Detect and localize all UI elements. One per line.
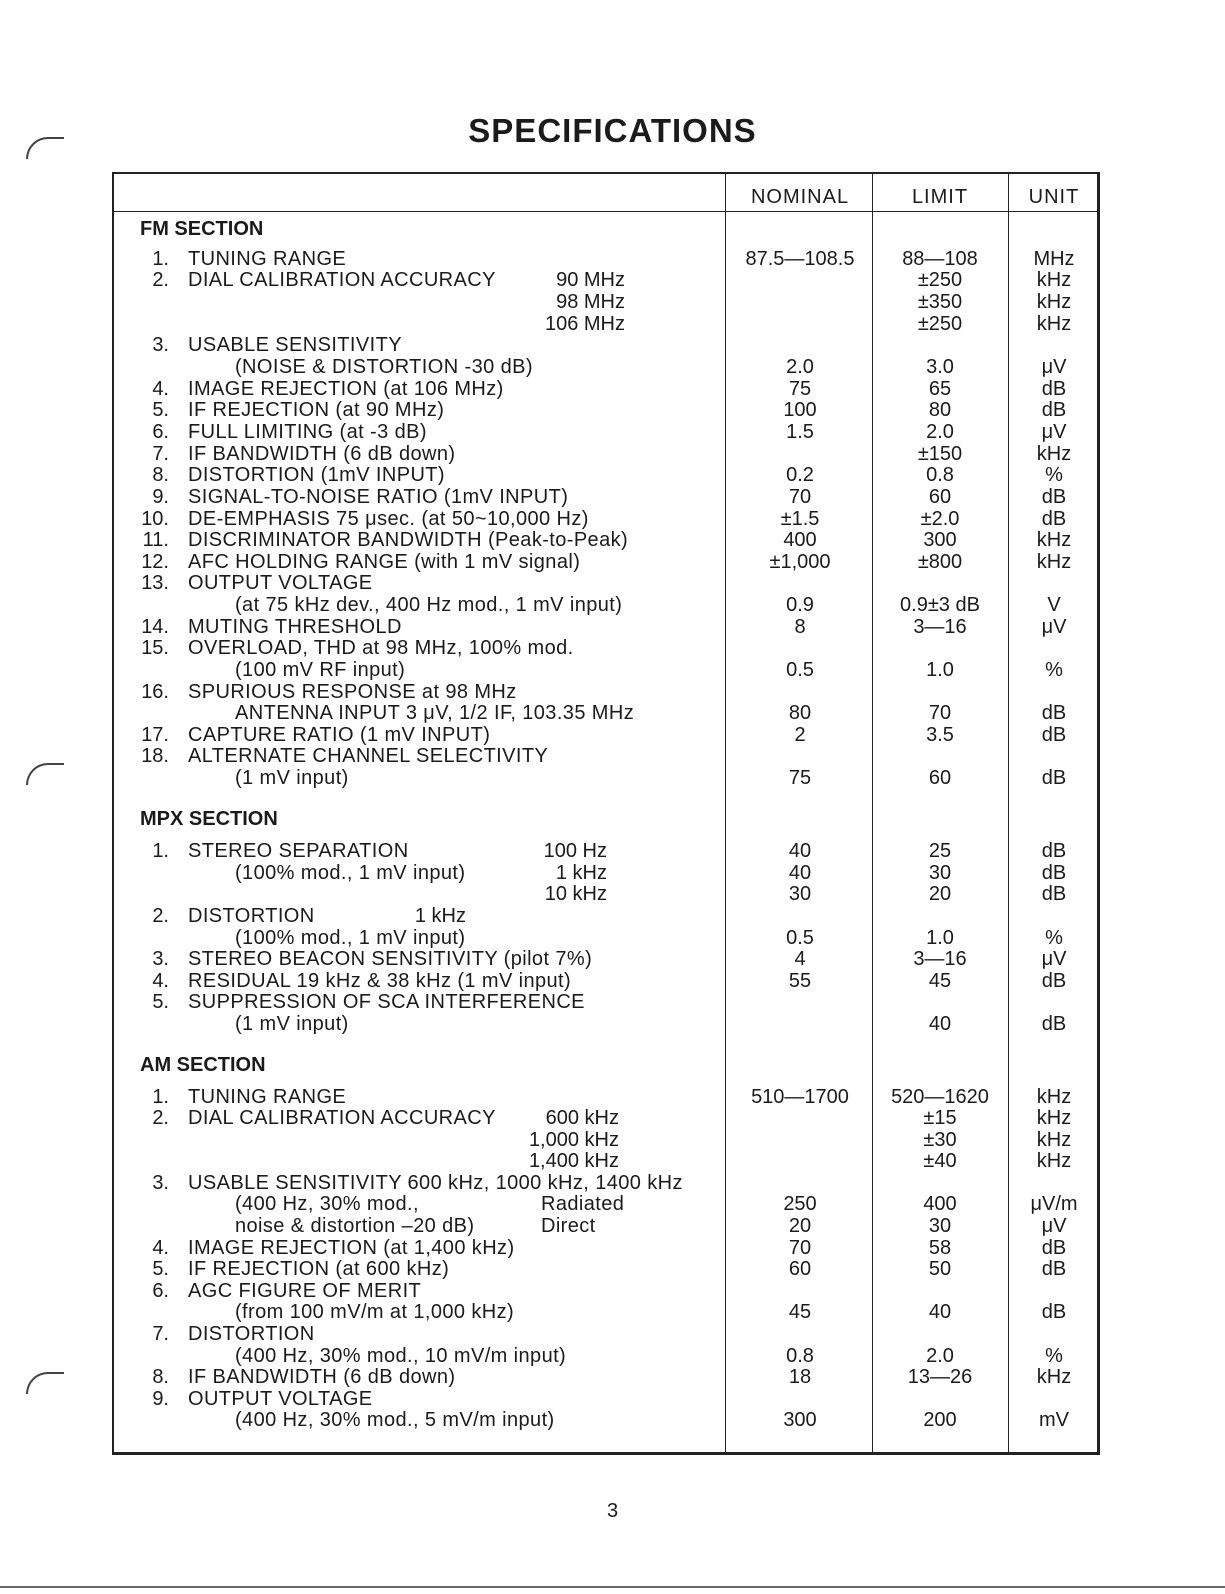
spec-frequency: 98 MHz (556, 291, 625, 313)
spec-condition: (100% mod., 1 mV input) (235, 927, 466, 949)
limit-value: 60 (928, 486, 952, 508)
unit-value: kHz (1036, 443, 1072, 465)
item-number: 2. (152, 269, 169, 291)
spec-label: OVERLOAD, THD at 98 MHz, 100% mod. (188, 637, 574, 659)
unit-value: μV/m (1030, 1193, 1078, 1215)
spec-row (0, 1280, 1225, 1302)
limit-value: ±350 (917, 291, 963, 313)
limit-value: 30 (928, 1215, 952, 1237)
spec-row (0, 248, 1225, 270)
item-number: 1. (152, 840, 169, 862)
spec-row (0, 291, 1225, 313)
spec-label: AGC FIGURE OF MERIT (188, 1280, 422, 1302)
nominal-value: 0.2 (786, 464, 814, 486)
limit-value: ±800 (917, 551, 963, 573)
limit-value: ±250 (917, 269, 963, 291)
item-number: 11. (142, 529, 169, 551)
limit-value: ±15 (923, 1107, 957, 1129)
spec-row (0, 724, 1225, 746)
spec-row (0, 745, 1225, 767)
nominal-value: 20 (788, 1215, 812, 1237)
limit-value: 300 (923, 529, 957, 551)
limit-value: ±30 (923, 1129, 957, 1151)
item-number: 3. (152, 948, 169, 970)
spec-row (0, 1323, 1225, 1345)
item-number: 8. (152, 1366, 169, 1388)
spec-label: DIAL CALIBRATION ACCURACY (188, 1107, 496, 1129)
spec-label: DE-EMPHASIS 75 μsec. (at 50~10,000 Hz) (188, 508, 589, 530)
spec-row (0, 862, 1225, 884)
limit-value: 65 (928, 378, 952, 400)
nominal-value: 80 (788, 702, 812, 724)
limit-value: 3—16 (913, 948, 967, 970)
unit-value: dB (1041, 1301, 1067, 1323)
spec-note: Direct (541, 1215, 596, 1237)
spec-label: TUNING RANGE (188, 1086, 347, 1108)
limit-value: 400 (923, 1193, 957, 1215)
item-number: 13. (141, 572, 169, 594)
unit-value: μV (1041, 356, 1067, 378)
section-heading-row (0, 1054, 1225, 1076)
nominal-value: 75 (788, 767, 812, 789)
unit-value: V (1047, 594, 1061, 616)
nominal-value: 2.0 (786, 356, 814, 378)
unit-value: kHz (1036, 529, 1072, 551)
limit-value: ±2.0 (920, 508, 960, 530)
spec-row (0, 637, 1225, 659)
spec-label: CAPTURE RATIO (1 mV INPUT) (188, 724, 491, 746)
unit-value: dB (1041, 767, 1067, 789)
unit-value: dB (1041, 1237, 1067, 1259)
nominal-value: 510—1700 (751, 1086, 849, 1108)
limit-value: ±150 (917, 443, 963, 465)
spec-condition: ANTENNA INPUT 3 μV, 1/2 IF, 103.35 MHz (235, 702, 635, 724)
nominal-value: 40 (788, 840, 812, 862)
limit-value: 20 (928, 883, 952, 905)
unit-value: dB (1041, 702, 1067, 724)
unit-value: kHz (1036, 291, 1072, 313)
spec-frequency: 1 kHz (555, 862, 607, 884)
spec-row (0, 948, 1225, 970)
spec-row (0, 1258, 1225, 1280)
spec-frequency: 1 kHz (414, 905, 466, 927)
spec-condition: (100 mV RF input) (235, 659, 406, 681)
limit-value: 2.0 (926, 421, 954, 443)
spec-condition: (from 100 mV/m at 1,000 kHz) (235, 1301, 515, 1323)
nominal-value: 0.5 (786, 927, 814, 949)
limit-value: 2.0 (926, 1345, 954, 1367)
spec-row (0, 927, 1225, 949)
limit-value: 0.8 (926, 464, 954, 486)
spec-frequency: 10 kHz (544, 883, 607, 905)
spec-label: DISTORTION (1mV INPUT) (188, 464, 445, 486)
nominal-value: 45 (788, 1301, 812, 1323)
unit-value: kHz (1036, 1150, 1072, 1172)
unit-value: kHz (1036, 1129, 1072, 1151)
limit-value: 40 (928, 1013, 952, 1035)
spec-row (0, 1150, 1225, 1172)
item-number: 16. (141, 681, 169, 703)
nominal-value: 2 (794, 724, 806, 746)
spec-row (0, 1107, 1225, 1129)
limit-value: 1.0 (926, 927, 954, 949)
item-number: 9. (152, 486, 169, 508)
unit-value: % (1045, 464, 1063, 486)
spec-row (0, 1366, 1225, 1388)
column-header-unit: UNIT (1028, 186, 1080, 208)
spec-row (0, 702, 1225, 724)
unit-value: % (1045, 1345, 1063, 1367)
limit-value: 58 (928, 1237, 952, 1259)
item-number: 14. (141, 616, 169, 638)
section-heading: AM SECTION (140, 1054, 266, 1076)
item-number: 10. (141, 508, 169, 530)
spec-label: DISCRIMINATOR BANDWIDTH (Peak-to-Peak) (188, 529, 629, 551)
limit-value: 200 (923, 1409, 957, 1431)
spec-row (0, 486, 1225, 508)
limit-value: 1.0 (926, 659, 954, 681)
nominal-value: 55 (788, 970, 812, 992)
unit-value: kHz (1036, 551, 1072, 573)
nominal-value: 30 (788, 883, 812, 905)
item-number: 6. (152, 1280, 169, 1302)
spec-label: OUTPUT VOLTAGE (188, 1388, 373, 1410)
item-number: 17. (141, 724, 169, 746)
item-number: 3. (152, 334, 169, 356)
spec-row (0, 1013, 1225, 1035)
unit-value: μV (1041, 1215, 1067, 1237)
unit-value: dB (1041, 378, 1067, 400)
nominal-value: 0.9 (786, 594, 814, 616)
spec-row (0, 529, 1225, 551)
spec-label: SUPPRESSION OF SCA INTERFERENCE (188, 991, 585, 1013)
spec-row (0, 464, 1225, 486)
spec-label: IF REJECTION (at 90 MHz) (188, 399, 445, 421)
spec-row (0, 767, 1225, 789)
unit-value: kHz (1036, 1107, 1072, 1129)
column-header-nominal: NOMINAL (750, 186, 850, 208)
spec-condition: noise & distortion –20 dB) (235, 1215, 475, 1237)
spec-row (0, 905, 1225, 927)
spec-row (0, 991, 1225, 1013)
spec-row (0, 1388, 1225, 1410)
spec-frequency: 100 Hz (543, 840, 607, 862)
spec-label: ALTERNATE CHANNEL SELECTIVITY (188, 745, 549, 767)
item-number: 9. (152, 1388, 169, 1410)
limit-value: 88—108 (902, 248, 978, 270)
spec-condition: (NOISE & DISTORTION -30 dB) (235, 356, 533, 378)
spec-label: IF BANDWIDTH (6 dB down) (188, 1366, 456, 1388)
unit-value: MHz (1033, 248, 1075, 270)
spec-row (0, 840, 1225, 862)
item-number: 4. (152, 970, 169, 992)
item-number: 5. (152, 1258, 169, 1280)
limit-value: 80 (928, 399, 952, 421)
item-number: 4. (152, 378, 169, 400)
section-heading: MPX SECTION (140, 808, 278, 830)
spec-label: OUTPUT VOLTAGE (188, 572, 373, 594)
spec-row (0, 551, 1225, 573)
unit-value: kHz (1036, 1086, 1072, 1108)
spec-row (0, 313, 1225, 335)
nominal-value: 70 (788, 486, 812, 508)
item-number: 3. (152, 1172, 169, 1194)
limit-value: 60 (928, 767, 952, 789)
unit-value: dB (1041, 970, 1067, 992)
spec-label: USABLE SENSITIVITY (188, 334, 402, 356)
nominal-value: 1.5 (786, 421, 814, 443)
column-header-limit: LIMIT (911, 186, 969, 208)
page-edge-rule (0, 1586, 1225, 1588)
nominal-value: ±1,000 (769, 551, 831, 573)
unit-value: % (1045, 659, 1063, 681)
spec-row (0, 572, 1225, 594)
spec-label: MUTING THRESHOLD (188, 616, 402, 638)
nominal-value: 75 (788, 378, 812, 400)
spec-frequency: 90 MHz (556, 269, 625, 291)
nominal-value: 0.8 (786, 1345, 814, 1367)
spec-row (0, 378, 1225, 400)
spec-label: DISTORTION (188, 1323, 315, 1345)
item-number: 2. (152, 1107, 169, 1129)
spec-frequency: 1,400 kHz (528, 1150, 619, 1172)
item-number: 8. (152, 464, 169, 486)
spec-condition: (400 Hz, 30% mod., (235, 1193, 419, 1215)
spec-frequency: 106 MHz (544, 313, 625, 335)
spec-row (0, 1172, 1225, 1194)
item-number: 18. (141, 745, 169, 767)
limit-value: 40 (928, 1301, 952, 1323)
unit-value: kHz (1036, 1366, 1072, 1388)
unit-value: dB (1041, 399, 1067, 421)
spec-label: SPURIOUS RESPONSE at 98 MHz (188, 681, 517, 703)
spec-label: RESIDUAL 19 kHz & 38 kHz (1 mV input) (188, 970, 572, 992)
limit-value: ±250 (917, 313, 963, 335)
spec-row (0, 970, 1225, 992)
section-heading-row (0, 218, 1225, 240)
spec-condition: (100% mod., 1 mV input) (235, 862, 466, 884)
section-heading-row (0, 808, 1225, 830)
spec-row (0, 1129, 1225, 1151)
spec-label: SIGNAL-TO-NOISE RATIO (1mV INPUT) (188, 486, 569, 508)
spec-row (0, 883, 1225, 905)
limit-value: 3.5 (926, 724, 954, 746)
limit-value: 45 (928, 970, 952, 992)
item-number: 1. (152, 248, 169, 270)
spec-label: FULL LIMITING (at -3 dB) (188, 421, 427, 443)
spec-row (0, 269, 1225, 291)
spec-label: DISTORTION (188, 905, 315, 927)
page-number: 3 (606, 1500, 619, 1522)
limit-value: ±40 (923, 1150, 957, 1172)
header-divider (114, 211, 1099, 212)
limit-value: 70 (928, 702, 952, 724)
spec-label: IF REJECTION (at 600 kHz) (188, 1258, 450, 1280)
limit-value: 3—16 (913, 616, 967, 638)
nominal-value: 250 (783, 1193, 817, 1215)
nominal-value: 100 (783, 399, 817, 421)
spec-label: AFC HOLDING RANGE (with 1 mV signal) (188, 551, 581, 573)
item-number: 1. (152, 1086, 169, 1108)
nominal-value: 8 (794, 616, 806, 638)
unit-value: kHz (1036, 269, 1072, 291)
nominal-value: 0.5 (786, 659, 814, 681)
nominal-value: 400 (783, 529, 817, 551)
item-number: 6. (152, 421, 169, 443)
item-number: 2. (152, 905, 169, 927)
item-number: 5. (152, 991, 169, 1013)
unit-value: dB (1041, 724, 1067, 746)
section-heading: FM SECTION (140, 218, 264, 240)
unit-value: kHz (1036, 313, 1072, 335)
nominal-value: 70 (788, 1237, 812, 1259)
limit-value: 0.9±3 dB (900, 594, 980, 616)
nominal-value: 4 (794, 948, 806, 970)
item-number: 12. (141, 551, 169, 573)
nominal-value: 18 (788, 1366, 812, 1388)
spec-row (0, 1301, 1225, 1323)
unit-value: μV (1041, 616, 1067, 638)
limit-value: 13—26 (907, 1366, 973, 1388)
spec-row (0, 1409, 1225, 1431)
nominal-value: 40 (788, 862, 812, 884)
spec-row (0, 334, 1225, 356)
unit-value: dB (1041, 1013, 1067, 1035)
limit-value: 520—1620 (891, 1086, 989, 1108)
spec-frequency: 1,000 kHz (528, 1129, 619, 1151)
unit-value: μV (1041, 421, 1067, 443)
spec-row (0, 399, 1225, 421)
spec-label: STEREO SEPARATION (188, 840, 409, 862)
spec-label: IMAGE REJECTION (at 106 MHz) (188, 378, 504, 400)
nominal-value: 87.5—108.5 (745, 248, 855, 270)
spec-condition: (400 Hz, 30% mod., 10 mV/m input) (235, 1345, 567, 1367)
spec-label: IMAGE REJECTION (at 1,400 kHz) (188, 1237, 515, 1259)
unit-value: mV (1039, 1409, 1069, 1431)
limit-value: 3.0 (926, 356, 954, 378)
unit-value: μV (1041, 948, 1067, 970)
nominal-value: 300 (783, 1409, 817, 1431)
spec-row (0, 356, 1225, 378)
spec-row (0, 443, 1225, 465)
item-number: 15. (141, 637, 169, 659)
unit-value: dB (1041, 486, 1067, 508)
unit-value: dB (1041, 840, 1067, 862)
nominal-value: ±1.5 (780, 508, 820, 530)
page-title: SPECIFICATIONS (468, 112, 757, 149)
spec-row (0, 1215, 1225, 1237)
unit-value: % (1045, 927, 1063, 949)
spec-row (0, 1193, 1225, 1215)
spec-row (0, 659, 1225, 681)
spec-note: Radiated (541, 1193, 625, 1215)
nominal-value: 60 (788, 1258, 812, 1280)
spec-row (0, 1237, 1225, 1259)
spec-row (0, 1086, 1225, 1108)
item-number: 4. (152, 1237, 169, 1259)
limit-value: 25 (928, 840, 952, 862)
spec-row (0, 594, 1225, 616)
spec-label: DIAL CALIBRATION ACCURACY (188, 269, 496, 291)
spec-row (0, 616, 1225, 638)
spec-row (0, 421, 1225, 443)
spec-row (0, 1345, 1225, 1367)
spec-condition: (at 75 kHz dev., 400 Hz mod., 1 mV input) (235, 594, 623, 616)
item-number: 7. (152, 1323, 169, 1345)
unit-value: dB (1041, 883, 1067, 905)
spec-label: STEREO BEACON SENSITIVITY (pilot 7%) (188, 948, 593, 970)
limit-value: 50 (928, 1258, 952, 1280)
unit-value: dB (1041, 862, 1067, 884)
spec-condition: (1 mV input) (235, 1013, 349, 1035)
spec-label: IF BANDWIDTH (6 dB down) (188, 443, 456, 465)
unit-value: dB (1041, 1258, 1067, 1280)
limit-value: 30 (928, 862, 952, 884)
unit-value: dB (1041, 508, 1067, 530)
spec-row (0, 681, 1225, 703)
spec-condition: (400 Hz, 30% mod., 5 mV/m input) (235, 1409, 555, 1431)
item-number: 7. (152, 443, 169, 465)
spec-frequency: 600 kHz (545, 1107, 619, 1129)
item-number: 5. (152, 399, 169, 421)
spec-row (0, 508, 1225, 530)
spec-condition: (1 mV input) (235, 767, 349, 789)
spec-label: USABLE SENSITIVITY 600 kHz, 1000 kHz, 1400 kHz (188, 1172, 683, 1194)
spec-label: TUNING RANGE (188, 248, 347, 270)
